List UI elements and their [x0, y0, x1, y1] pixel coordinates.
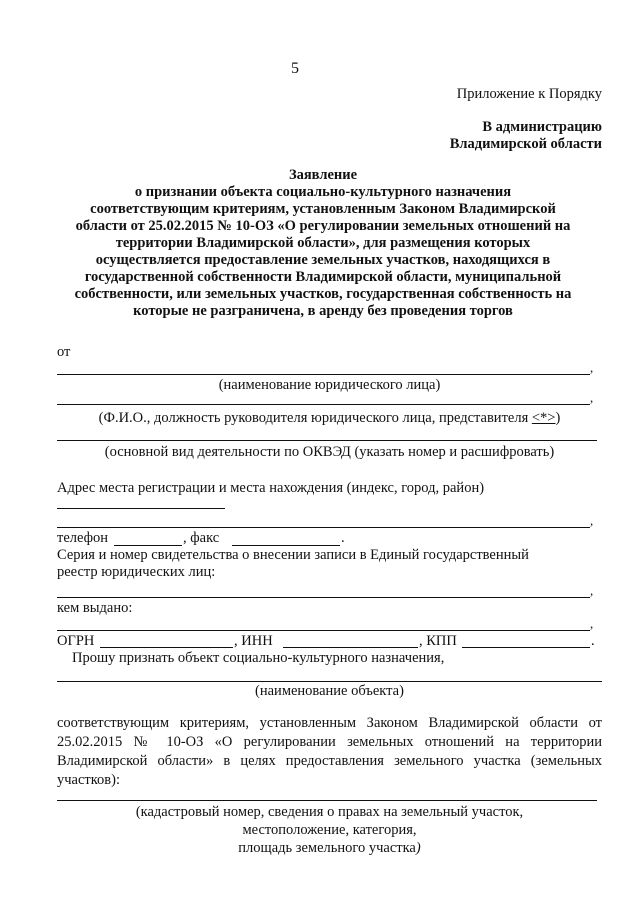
appendix-label: Приложение к Порядку — [456, 86, 602, 102]
criteria-line-1: соответствующим критериям, установленным Законом Владимирской области от — [57, 715, 602, 731]
object-caption: (наименование объекта) — [255, 683, 404, 699]
title-line-1: о признании объекта социально-культурного назначения — [134, 184, 512, 200]
request-text: Прошу признать объект социально-культурного назначения, — [72, 650, 445, 666]
title-line-4: территории Владимирской области», для размещения которых — [115, 235, 531, 251]
comma-mark: , — [590, 583, 594, 598]
comma-mark: , — [590, 513, 594, 528]
cadastral-caption-line-1: (кадастровый номер, сведения о правах на земельный участок, — [135, 804, 524, 820]
criteria-line-2: 25.02.2015 № 10-ОЗ «О регулировании земельных отношений на территории — [57, 734, 602, 750]
head-caption-text: (Ф.И.О., должность руководителя юридического лица, представителя — [98, 410, 532, 426]
title-line-2: соответствующим критериям, установленным Законом Владимирской — [90, 201, 556, 217]
phone-field[interactable] — [114, 545, 182, 546]
period-mark: . — [591, 633, 595, 649]
addressee-line-2: Владимирской области — [449, 136, 602, 152]
address-line-short[interactable] — [57, 508, 225, 509]
inn-label: , ИНН — [234, 633, 273, 649]
title-heading: Заявление — [288, 167, 358, 183]
criteria-paragraph — [57, 714, 602, 790]
object-name-line[interactable] — [57, 681, 602, 682]
criteria-line-3: Владимирской области» в целях предоставления земельного участка (земельных — [57, 753, 602, 769]
addressee-line-1: В администрацию — [482, 119, 602, 135]
cadastral-caption-line-2: местоположение, категория, — [242, 822, 417, 838]
period-mark: . — [341, 530, 345, 546]
inn-field[interactable] — [283, 647, 418, 648]
head-name-line[interactable] — [57, 404, 590, 405]
title-line-3: области от 25.02.2015 № 10-ОЗ «О регулировании земельных отношений на — [75, 218, 571, 234]
title-line-8: которые не разграничена, в аренду без проведения торгов — [133, 303, 513, 319]
document-title — [40, 167, 606, 320]
criteria-line-4: участков): — [57, 772, 121, 788]
cadastral-caption-close: ) — [415, 840, 421, 856]
ogrn-label: ОГРН — [57, 633, 95, 649]
ogrn-field[interactable] — [100, 647, 233, 648]
head-caption-close: ) — [555, 410, 561, 426]
comma-mark: , — [590, 390, 594, 405]
issued-by-label: кем выдано: — [57, 600, 133, 616]
title-line-6: государственной собственности Владимирской области, муниципальной — [84, 269, 562, 285]
certificate-label-line-1: Серия и номер свидетельства о внесении записи в Единый государственный — [57, 547, 529, 563]
issued-by-line[interactable] — [57, 630, 590, 631]
kpp-label: , КПП — [419, 633, 457, 649]
fax-field[interactable] — [232, 545, 340, 546]
page-number: 5 — [291, 60, 299, 77]
title-line-7: собственности, или земельных участков, государственная собственность на — [74, 286, 572, 302]
address-line[interactable] — [57, 527, 590, 528]
okved-line[interactable] — [57, 440, 597, 441]
head-caption — [57, 410, 602, 427]
phone-label: телефон — [57, 530, 109, 546]
cadastral-caption-line-3-text: площадь земельного участка — [238, 840, 416, 856]
comma-mark: , — [590, 616, 594, 631]
okved-caption: (основной вид деятельности по ОКВЭД (указать номер и расшифровать) — [104, 444, 555, 460]
cadastral-caption-line-3 — [57, 840, 602, 857]
certificate-line[interactable] — [57, 597, 590, 598]
cadastral-line[interactable] — [57, 800, 597, 801]
from-label: от — [57, 344, 71, 360]
legal-entity-line[interactable] — [57, 374, 590, 375]
address-label: Адрес места регистрации и места нахождения (индекс, город, район) — [57, 480, 485, 496]
kpp-field[interactable] — [462, 647, 590, 648]
title-line-5: осуществляется предоставление земельных участков, находящихся в — [95, 252, 551, 268]
footnote-reference: <*> — [531, 410, 556, 426]
certificate-label-line-2: реестр юридических лиц: — [57, 564, 216, 580]
comma-mark: , — [590, 360, 594, 375]
legal-entity-caption: (наименование юридического лица) — [218, 377, 441, 393]
fax-label: , факс — [183, 530, 220, 546]
